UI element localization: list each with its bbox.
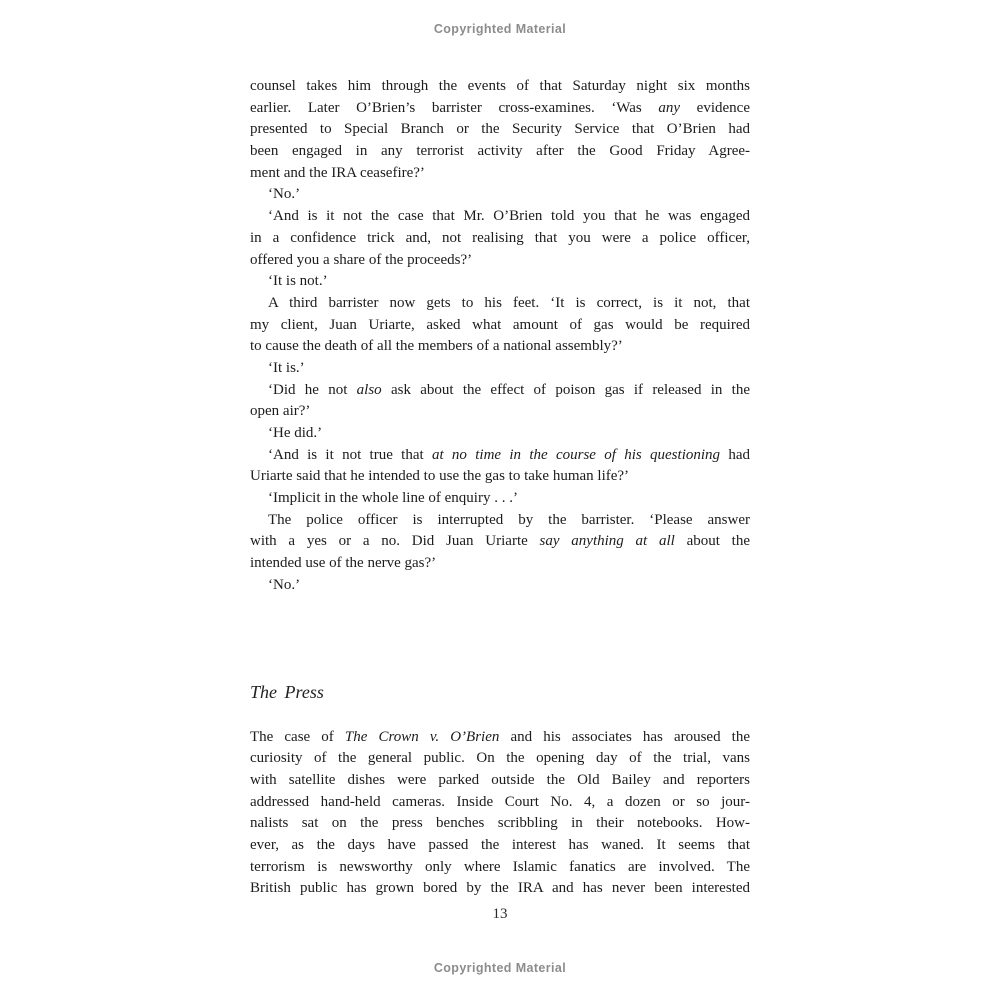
text-run: ‘It is not.’ [268, 273, 328, 290]
text-line [250, 336, 750, 358]
text-line [250, 250, 750, 272]
text-line [250, 813, 750, 835]
paragraph [250, 358, 750, 380]
paragraph [250, 380, 750, 423]
text-line [250, 401, 750, 423]
text-run: my client, Juan Uriarte, asked what amount of gas would be required [250, 316, 750, 333]
text-run: counsel takes him through the events of that Saturday night six months [250, 78, 750, 94]
text-run: earlier. Later O’Brien’s barrister cross-examines. ‘Was [250, 99, 659, 116]
text-run: offered you a share of the proceeds?’ [250, 251, 473, 268]
text-run: Uriarte said that he intended to use the gas to take human life?’ [250, 468, 630, 485]
paragraph [250, 510, 750, 575]
text-run: The police officer is interrupted by the barrister. ‘Please answer [268, 511, 750, 528]
text-line [250, 857, 750, 879]
page-number: 13 [492, 906, 508, 922]
paragraph [250, 76, 750, 184]
text-run: evidence [680, 99, 750, 116]
text-run: been engaged in any terrorist activity after the Good Friday Agree- [250, 143, 750, 160]
text-line [250, 206, 750, 228]
text-run: in a confidence trick and, not realising that you were a police officer, [250, 229, 750, 246]
text-run: about the [674, 533, 750, 550]
text-line [250, 792, 750, 814]
section-heading [250, 679, 750, 705]
text-line [250, 575, 750, 597]
text-line [250, 119, 750, 141]
text-run: ment and the IRA ceasefire?’ [250, 164, 425, 181]
paragraph [250, 423, 750, 445]
text-line [250, 679, 750, 705]
text-run: The case of [250, 728, 345, 745]
text-run: ‘And is it not the case that Mr. O’Brien told you that he was engaged [268, 208, 750, 225]
italic-text-run: also [356, 381, 382, 398]
italic-text-run: at no time in the course of his questioning [431, 446, 721, 463]
text-line [250, 531, 750, 553]
copyright-banner-bottom: Copyrighted Material [433, 961, 567, 975]
text-line [250, 445, 750, 467]
text-run: ‘Implicit in the whole line of enquiry . . .’ [268, 490, 518, 507]
book-page-text [250, 76, 750, 900]
text-run: to cause the death of all the members of a national assembly?’ [250, 338, 623, 355]
text-line [250, 76, 750, 98]
text-line [250, 727, 750, 749]
italic-text-run: The Crown v. O’Brien [344, 728, 500, 745]
text-line [250, 553, 750, 575]
text-line [250, 380, 750, 402]
text-line [250, 466, 750, 488]
text-line [250, 228, 750, 250]
text-run: curiosity of the general public. On the opening day of the trial, vans [250, 750, 750, 767]
text-run: ‘No.’ [268, 186, 301, 203]
text-line [250, 271, 750, 293]
text-run: ever, as the days have passed the interest has waned. It seems that [250, 836, 750, 853]
text-run: with satellite dishes were parked outside the Old Bailey and reporters [250, 771, 750, 788]
text-line [250, 748, 750, 770]
text-run: nalists sat on the press benches scribbling in their notebooks. How- [250, 815, 750, 832]
text-run: ‘Did he not [268, 381, 357, 398]
paragraph [250, 445, 750, 488]
text-run: addressed hand-held cameras. Inside Court No. 4, a dozen or so jour- [250, 793, 750, 810]
paragraph [250, 271, 750, 293]
paragraph [250, 206, 750, 271]
text-run: ask about the effect of poison gas if released in the [381, 381, 750, 398]
italic-text-run: say anything at all [539, 533, 675, 550]
text-run: had [720, 446, 750, 463]
text-run: The Press [250, 681, 324, 702]
text-run: intended use of the nerve gas?’ [250, 555, 437, 572]
text-line [250, 293, 750, 315]
text-line [250, 835, 750, 857]
text-line [250, 878, 750, 900]
paragraph [250, 727, 750, 901]
text-run: and his associates has aroused the [499, 728, 750, 745]
text-line [250, 315, 750, 337]
paragraph [250, 488, 750, 510]
italic-text-run: any [658, 99, 681, 116]
text-run: with a yes or a no. Did Juan Uriarte [250, 533, 540, 550]
text-line [250, 423, 750, 445]
text-run: ‘It is.’ [268, 359, 305, 376]
text-line [250, 98, 750, 120]
text-line [250, 358, 750, 380]
text-line [250, 488, 750, 510]
text-line [250, 141, 750, 163]
text-run: British public has grown bored by the IRA and has never been interested [250, 880, 750, 897]
paragraph [250, 575, 750, 597]
text-run: ‘And is it not true that [268, 446, 432, 463]
text-run: ‘He did.’ [268, 425, 323, 441]
text-line [250, 184, 750, 206]
text-run: ‘No.’ [268, 576, 301, 593]
text-run: terrorism is newsworthy only where Islamic fanatics are involved. The [250, 858, 750, 875]
text-run: A third barrister now gets to his feet. ‘It is correct, is it not, that [268, 294, 750, 311]
text-run: presented to Special Branch or the Security Service that O’Brien had [250, 121, 750, 138]
text-line [250, 163, 750, 185]
paragraph [250, 184, 750, 206]
text-line [250, 510, 750, 532]
text-run: open air?’ [250, 403, 311, 420]
paragraph [250, 293, 750, 358]
copyright-banner-top: Copyrighted Material [433, 22, 567, 36]
text-line [250, 770, 750, 792]
